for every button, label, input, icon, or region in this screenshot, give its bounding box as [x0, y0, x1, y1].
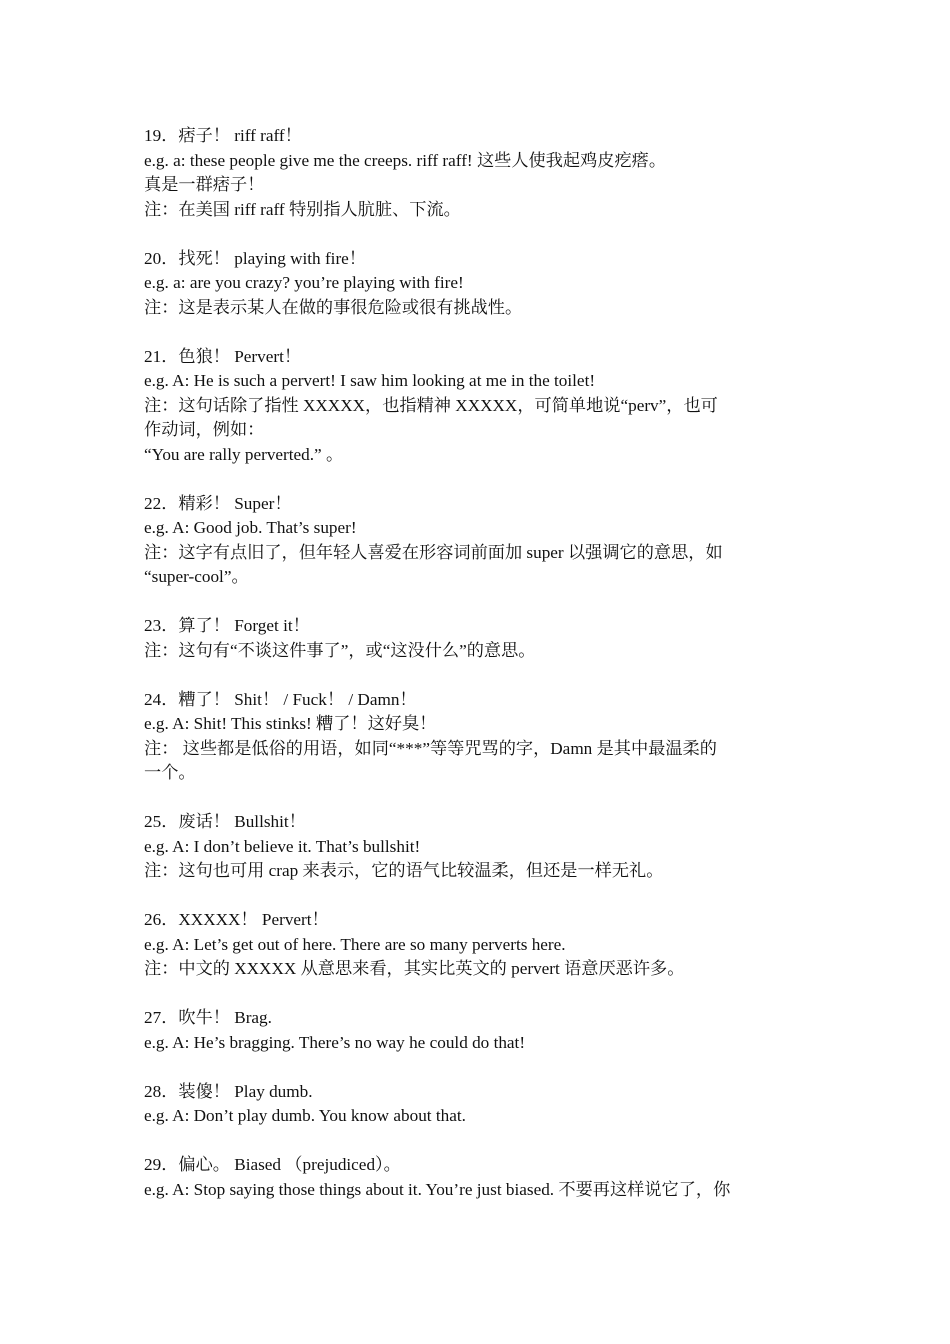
entry-heading: 23．算了！ Forget it！	[144, 616, 310, 635]
document-page	[144, 124, 808, 1227]
entry-text-line: e.g. A: Stop saying those things about it. You’re just biased. 不要再这样说它了，你	[144, 1179, 731, 1199]
entry-text-line: e.g. A: Shit! This stinks! 糟了！这好臭！	[144, 714, 437, 733]
entry-heading: 25．废话！ Bullshit！	[144, 812, 306, 831]
entry-heading: 21．色狼！ Pervert！	[144, 346, 302, 366]
entry-text-line: e.g. A: He’s bragging. There’s no way he could do that!	[144, 1032, 526, 1052]
entry-block	[144, 1153, 808, 1202]
entry-block	[144, 1006, 808, 1055]
entry-heading: 26．XXXXX！ Pervert！	[144, 910, 329, 929]
entry-heading: 19．痞子！ riff raff！	[144, 126, 302, 145]
entry-text-line: 注：这是表示某人在做的事很危险或很有挑战性。	[144, 297, 523, 317]
entry-text-line: 注：这句也可用 crap 来表示，它的语气比较温柔，但还是一样无礼。	[144, 861, 664, 880]
entry-block	[144, 688, 808, 786]
entry-text-line: e.g. A: Let’s get out of here. There are so many perverts here.	[144, 934, 566, 954]
entry-text-line: “super-cool”。	[144, 567, 249, 586]
entry-block	[144, 908, 808, 982]
entry-text-line: e.g. a: these people give me the creeps. riff raff! 这些人使我起鸡皮疙瘩。	[144, 150, 667, 170]
entry-block	[144, 124, 808, 222]
entry-text-line: 注： 这些都是低俗的用语，如同“***”等等咒骂的字，Damn 是其中最温柔的	[144, 738, 717, 758]
entry-heading: 28．装傻！ Play dumb.	[144, 1081, 313, 1101]
entry-block	[144, 247, 808, 321]
entry-block	[144, 492, 808, 590]
entry-text-line: e.g. A: He is such a pervert! I saw him looking at me in the toilet!	[144, 371, 596, 390]
entry-text-line: “You are rally perverted.” 。	[144, 444, 344, 464]
entry-text-line: 注：这句有“不谈这件事了”，或“这没什么”的意思。	[144, 640, 536, 660]
entry-block	[144, 345, 808, 468]
entry-text-line: 作动词，例如：	[144, 420, 265, 439]
entry-text-line: e.g. A: I don’t believe it. That’s bullshit!	[144, 836, 421, 856]
entry-heading: 20．找死！ playing with fire！	[144, 248, 366, 268]
entry-block	[144, 810, 808, 884]
entry-heading: 22．精彩！ Super！	[144, 493, 292, 513]
entry-heading: 27．吹牛！ Brag.	[144, 1008, 272, 1027]
entry-heading: 24．糟了！ Shit！ / Fuck！ / Damn！	[144, 689, 417, 709]
entry-text-line: 注：这句话除了指性 XXXXX，也指精神 XXXXX，可简单地说“perv”，也可	[144, 395, 718, 415]
entry-text-line: 注：在美国 riff raff 特别指人肮脏、下流。	[144, 199, 461, 219]
entry-block	[144, 614, 808, 663]
entry-text-line: e.g. a: are you crazy? you’re playing with fire!	[144, 273, 464, 292]
entry-text-line: 注：中文的 XXXXX 从意思来看，其实比英文的 pervert 语意厌恶许多。	[144, 959, 685, 978]
entry-text-line: e.g. A: Don’t play dumb. You know about that.	[144, 1106, 466, 1125]
entry-text-line: 真是一群痞子！	[144, 175, 265, 194]
entry-text-line: e.g. A: Good job. That’s super!	[144, 518, 357, 537]
entry-text-line: 注：这字有点旧了，但年轻人喜爱在形容词前面加 super 以强调它的意思，如	[144, 542, 723, 562]
entry-block	[144, 1080, 808, 1129]
entry-heading: 29．偏心。 Biased （prejudiced）。	[144, 1155, 401, 1174]
entry-text-line: 一个。	[144, 763, 196, 782]
